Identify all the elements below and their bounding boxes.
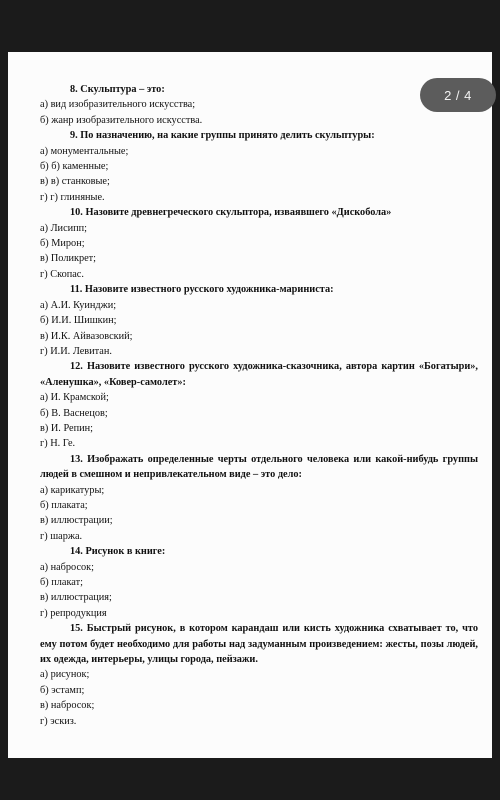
answer-option: б) плакат; bbox=[40, 577, 83, 588]
question-block bbox=[40, 452, 478, 544]
question-title: 11. Назовите известного русского художника-мариниста: bbox=[70, 284, 334, 296]
answer-option: г) репродукция bbox=[40, 607, 107, 619]
page-indicator: 2 / 4 bbox=[420, 78, 496, 112]
answer-option: в) иллюстрации; bbox=[40, 515, 113, 527]
question-8 bbox=[40, 82, 478, 128]
question-title: 8. Скульптура – это: bbox=[70, 84, 165, 95]
answer-option: в) И. Репин; bbox=[40, 422, 94, 434]
answer-option: в) И.К. Айвазовский; bbox=[40, 330, 133, 342]
answer-option: а) набросок; bbox=[40, 561, 95, 573]
answer-option: а) рисунок; bbox=[40, 669, 90, 681]
question-block bbox=[40, 282, 478, 359]
answer-option: в) набросок; bbox=[40, 700, 95, 712]
answer-option: г) шаржа. bbox=[40, 530, 83, 542]
answer-option: г) г) глиняные. bbox=[40, 191, 105, 203]
answer-option: г) Н. Ге. bbox=[40, 438, 76, 450]
answer-option: б) Мирон; bbox=[40, 238, 85, 250]
answer-option: б) плаката; bbox=[40, 499, 88, 511]
answer-option: б) эстамп; bbox=[40, 684, 85, 696]
question-title: 15. Быстрый рисунок, в котором карандаш или кисть художника схватывает то, что ему потом будет необходимо для работы над задуманным произведением: жесты, позы людей, их одежда, интерьеры, улицы города, пейзажи. bbox=[40, 623, 478, 666]
question-block bbox=[40, 544, 478, 621]
answer-option: б) жанр изобразительного искусства. bbox=[40, 114, 203, 126]
question-title: 12. Назовите известного русского художника-сказочника, автора картин «Богатыри», «Аленушка», «Ковер-самолет»: bbox=[40, 361, 478, 388]
answer-option: г) И.И. Левитан. bbox=[40, 345, 112, 357]
answer-option: г) Скопас. bbox=[40, 268, 84, 280]
answer-option: в) в) станковые; bbox=[40, 176, 110, 188]
answer-option: а) Лисипп; bbox=[40, 222, 88, 234]
answer-option: б) б) каменные; bbox=[40, 161, 109, 173]
question-title: 9. По назначению, на какие группы принято делить скульптуры: bbox=[70, 130, 375, 142]
question-block bbox=[40, 359, 478, 451]
question-title: 10. Назовите древнегреческого скульптора, изваявшего «Дискобола» bbox=[70, 207, 392, 219]
answer-option: в) Поликрет; bbox=[40, 253, 97, 265]
answer-option: в) иллюстрация; bbox=[40, 592, 112, 604]
answer-option: а) карикатуры; bbox=[40, 484, 105, 496]
question-block bbox=[40, 128, 478, 205]
answer-option: б) В. Васнецов; bbox=[40, 407, 108, 419]
answer-option: а) А.И. Куинджи; bbox=[40, 299, 117, 311]
answer-option: а) И. Крамской; bbox=[40, 392, 109, 404]
question-list bbox=[40, 128, 478, 729]
question-block bbox=[40, 621, 478, 729]
answer-option: б) И.И. Шишкин; bbox=[40, 315, 117, 327]
document-page bbox=[8, 52, 492, 758]
answer-option: а) вид изобразительного искусства; bbox=[40, 99, 196, 111]
question-block bbox=[40, 205, 478, 282]
answer-option: а) монументальные; bbox=[40, 145, 129, 157]
question-title: 13. Изображать определенные черты отдельного человека или какой-нибудь группы людей в смешном и непривлекательном виде – это дело: bbox=[40, 453, 478, 481]
answer-option: г) эскиз. bbox=[40, 715, 77, 727]
question-title: 14. Рисунок в книге: bbox=[70, 546, 166, 558]
